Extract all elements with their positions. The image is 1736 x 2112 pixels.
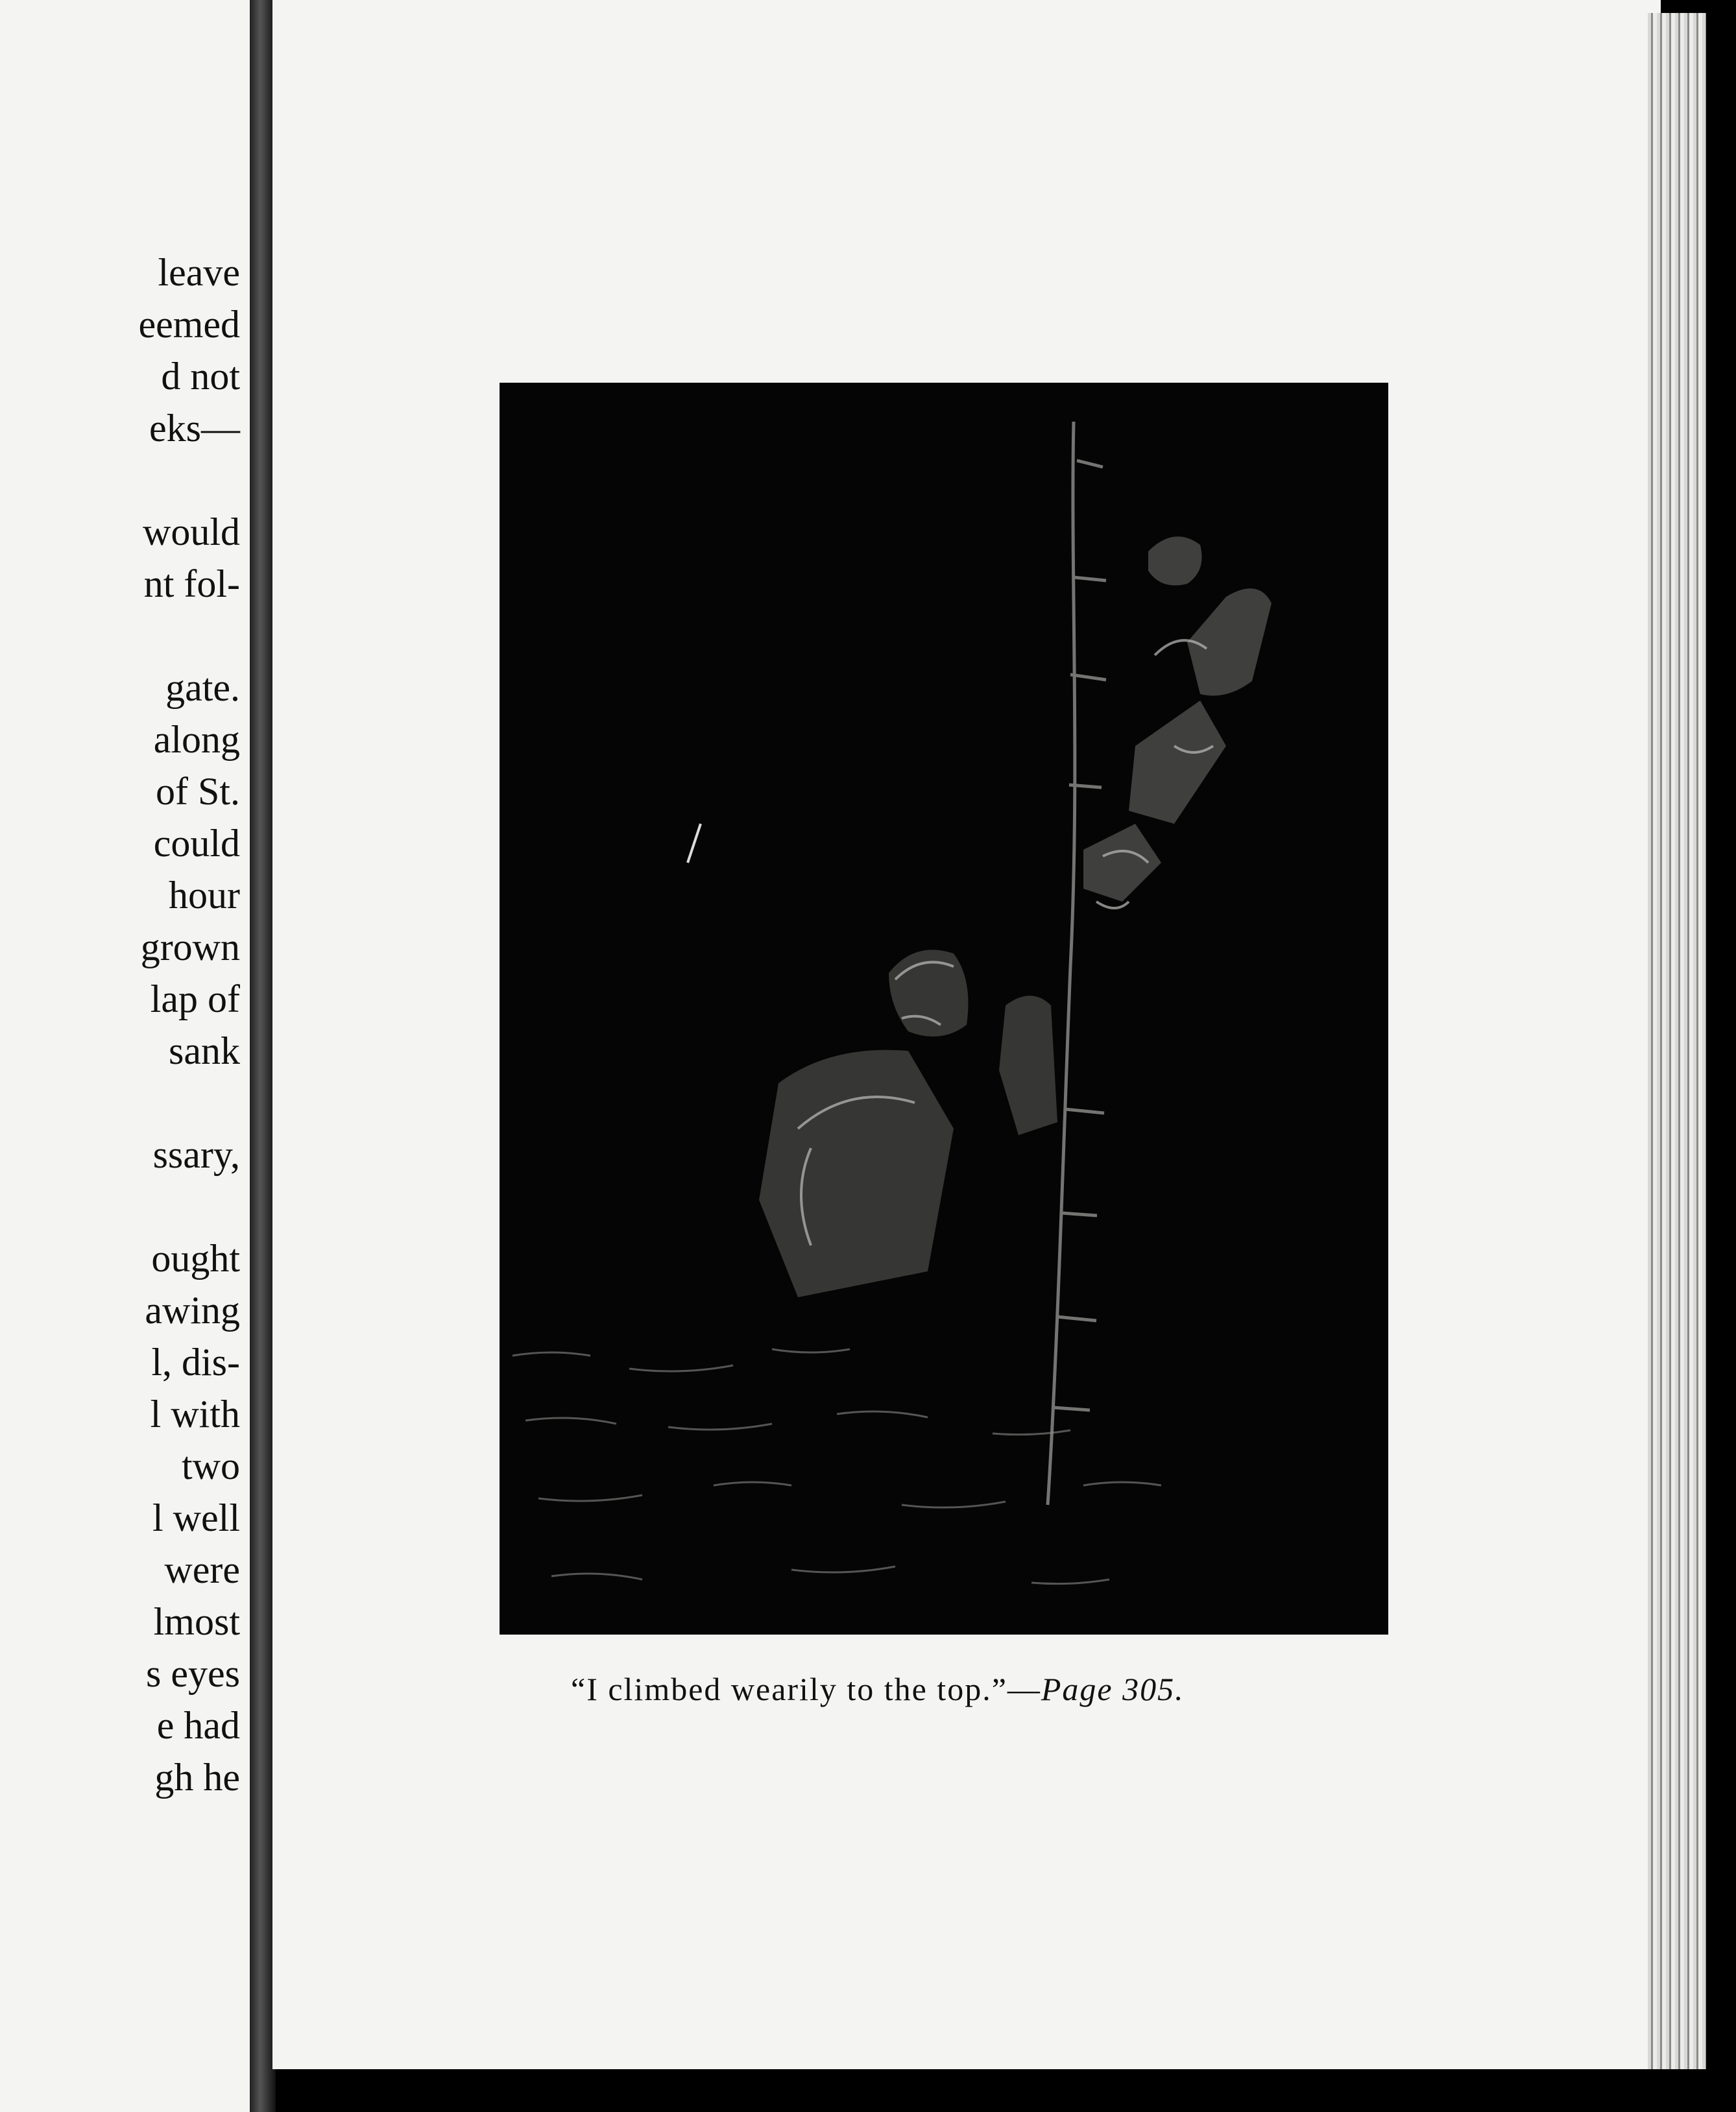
left-line-gap: [0, 454, 240, 506]
left-line: nt fol-: [143, 562, 240, 605]
left-line-gap: [0, 610, 240, 662]
left-line: gate.: [165, 666, 240, 709]
left-line: ought: [151, 1237, 240, 1280]
left-line: ssary,: [152, 1133, 240, 1176]
left-line: d not: [161, 355, 240, 398]
left-line: eemed: [138, 303, 240, 346]
left-line: leave: [158, 251, 240, 294]
left-line: e had: [156, 1704, 240, 1747]
left-page-text: [0, 246, 240, 1803]
left-line: l, dis-: [151, 1341, 240, 1384]
illustration-plate: [500, 383, 1388, 1635]
caption-page-reference: Page 305.: [1041, 1671, 1185, 1707]
left-line-gap: [0, 1181, 240, 1232]
left-line-gap: [0, 1077, 240, 1129]
caption-quote: “I climbed wearily to the top.”: [571, 1671, 1007, 1707]
left-line: gh he: [154, 1756, 240, 1799]
left-line: eks—: [149, 407, 240, 450]
left-line: were: [164, 1548, 240, 1591]
left-line: awing: [145, 1289, 240, 1332]
left-line: could: [153, 822, 240, 865]
illustration-image: [500, 383, 1388, 1635]
page-edges: [1648, 13, 1706, 2069]
left-line: would: [143, 510, 240, 553]
left-line: s eyes: [146, 1652, 240, 1695]
left-line: lmost: [153, 1600, 240, 1643]
left-line: l with: [150, 1393, 240, 1435]
left-page: [0, 0, 263, 2112]
left-line: two: [182, 1445, 240, 1487]
left-line: along: [153, 718, 240, 761]
left-line: grown: [140, 926, 240, 968]
illustration-caption: [571, 1670, 1349, 1708]
book-gutter: [250, 0, 276, 2112]
left-line: sank: [169, 1029, 240, 1072]
illustration-drawing: [500, 383, 1388, 1635]
left-line: lap of: [150, 978, 240, 1020]
left-line: hour: [169, 874, 240, 917]
left-line: l well: [152, 1496, 240, 1539]
left-line: of St.: [155, 770, 240, 813]
caption-dash: —: [1007, 1671, 1041, 1707]
